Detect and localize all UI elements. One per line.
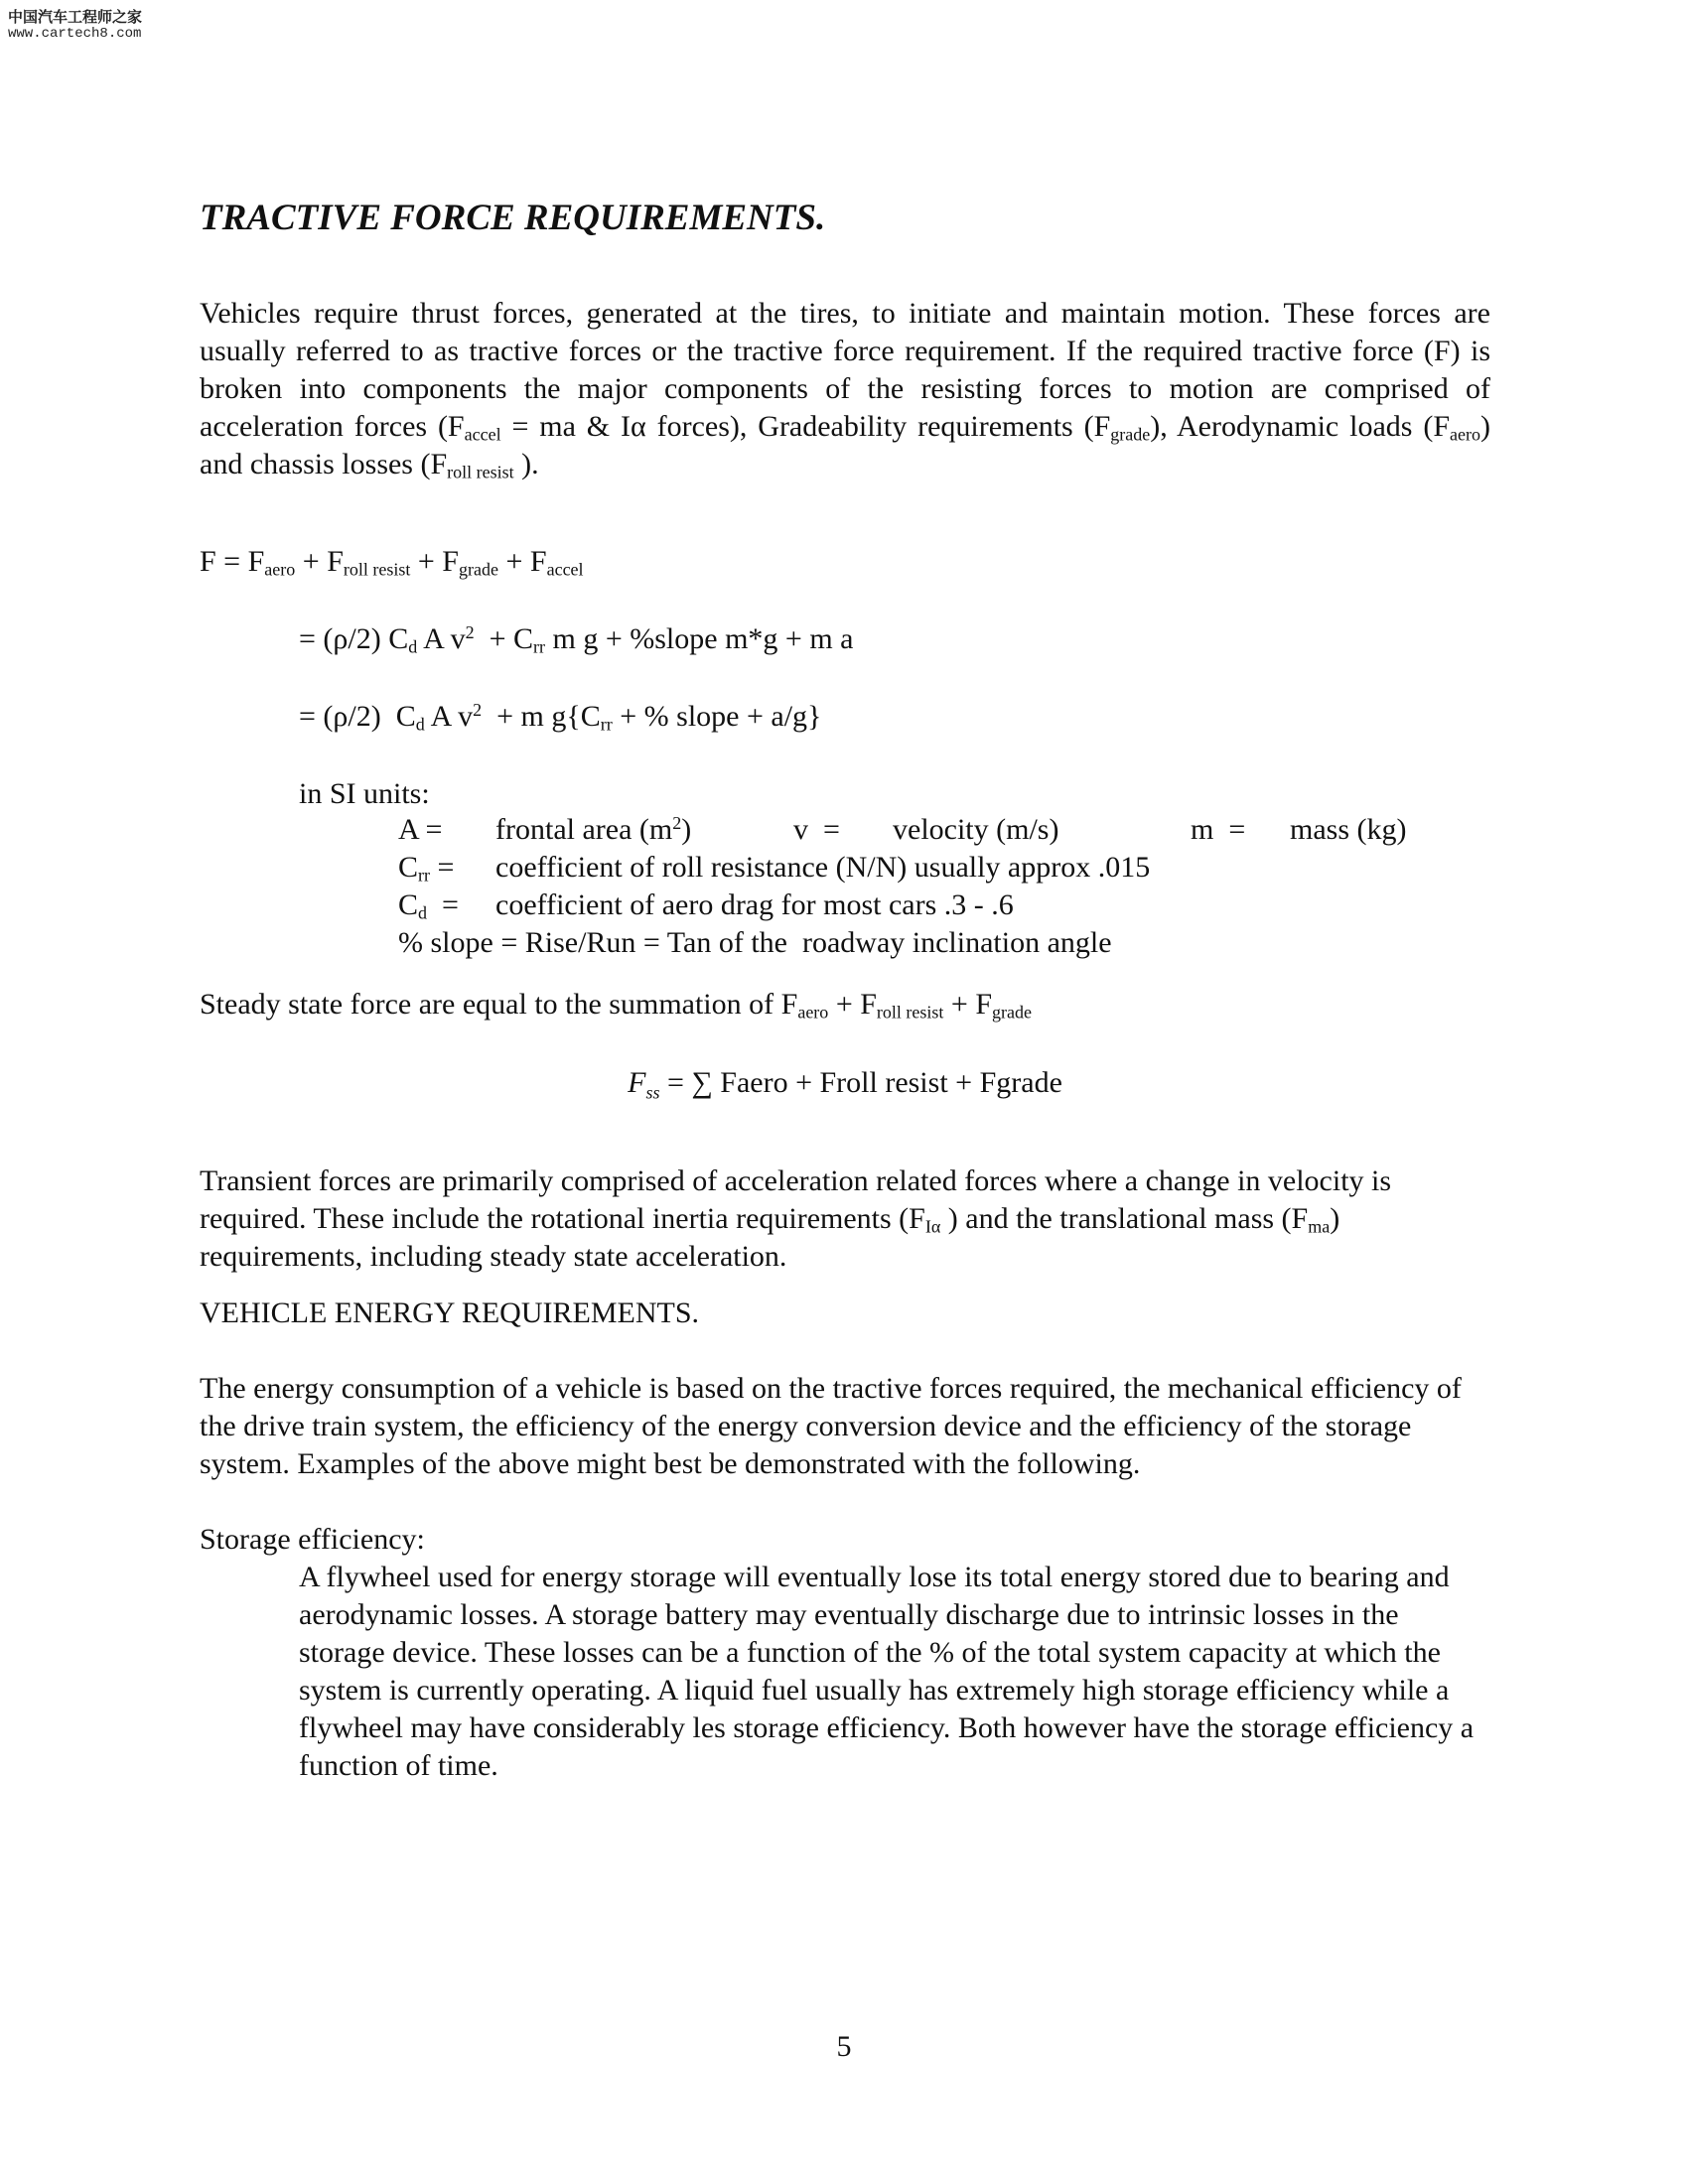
equation-expanded-1: = (ρ/2) $C_d$ A $v^2 + C_{rr}$ m g + %slope m*g + m a bbox=[299, 622, 854, 657]
si-row-slope: % slope = Rise/Run = Tan of the roadway inclination angle bbox=[398, 926, 1112, 960]
equation-expanded-2: = (ρ/2) $C_d$ A $v^2 + m$ $g\{C_{rr}$ + % slope + a/g} bbox=[299, 700, 822, 735]
si-row-roll-resistance: $C_{rr}$ = coefficient of roll resistance (N/N) usually approx .015 bbox=[398, 851, 1151, 886]
watermark-chinese: 中国汽车工程师之家 bbox=[8, 8, 143, 26]
watermark-url: www.cartech8.com bbox=[8, 26, 142, 42]
storage-paragraph: A flywheel used for energy storage will eventually lose its total energy stored due to bearing and aerodynamic losses. A storage battery may eventually discharge due to intrinsic losses in the storage device. These losses can be a function of the % of the total system capacity at which the system is currently operating. A liquid fuel usually has extremely high storage efficiency while a flywheel may have considerably les storage efficiency. Both however have the storage efficiency a function of time. bbox=[299, 1561, 1475, 1783]
si-units-table bbox=[398, 813, 1406, 964]
page-number: 5 bbox=[836, 2030, 852, 2063]
si-row-aero-drag: $C_d$ = coefficient of aero drag for most cars .3 - .6 bbox=[398, 888, 1014, 923]
transient-paragraph: Transient forces are primarily comprised of acceleration related forces where a change in velocity is required. These include the rotational inertia requirements ($F_{I\alpha}$ ) and the translational mass $(F_{ma})$ requirements, including steady state acceleration. bbox=[200, 1164, 1392, 1274]
si-units-label: in SI units: bbox=[299, 777, 430, 811]
storage-heading: Storage efficiency: bbox=[200, 1523, 425, 1557]
equation-total-force: $F = F_{aero} + F_{roll resist} + F_{grade} + F_{accel}$ bbox=[200, 545, 584, 580]
equation-steady-state: $F_{ss}$ = ∑ Faero + Froll resist + Fgrade bbox=[628, 1066, 1062, 1103]
intro-paragraph: Vehicles require thrust forces, generated at the tires, to initiate and maintain motion. These forces are usually referred to as tractive forces or the tractive force requirement. If the required tractive force (F) is broken into components the major components of the resisting forces to motion are comprised of acceleration forces ($F_{accel}$ = ma & Iα forces), Gradeability requirements $(F_{grade})$, Aerodynamic loads $(F_{aero})$ and chassis losses ($F_{roll resist}$ ). bbox=[200, 297, 1490, 482]
energy-heading: VEHICLE ENERGY REQUIREMENTS. bbox=[200, 1297, 700, 1330]
page-title: TRACTIVE FORCE REQUIREMENTS. bbox=[200, 198, 826, 238]
si-row-area: A = frontal area $(m^2)$ v = velocity (m/s) m = mass (kg) bbox=[398, 813, 1407, 847]
steady-state-text: Steady state force are equal to the summation of $F_{aero} + F_{roll resist} + F_{grade}$ bbox=[200, 988, 1033, 1023]
watermark bbox=[8, 8, 142, 43]
energy-paragraph: The energy consumption of a vehicle is based on the tractive forces required, the mechanical efficiency of the drive train system, the efficiency of the energy conversion device and the efficiency of the storage system. Examples of the above might best be demonstrated with the following. bbox=[200, 1372, 1462, 1481]
page-content bbox=[200, 197, 1490, 1785]
